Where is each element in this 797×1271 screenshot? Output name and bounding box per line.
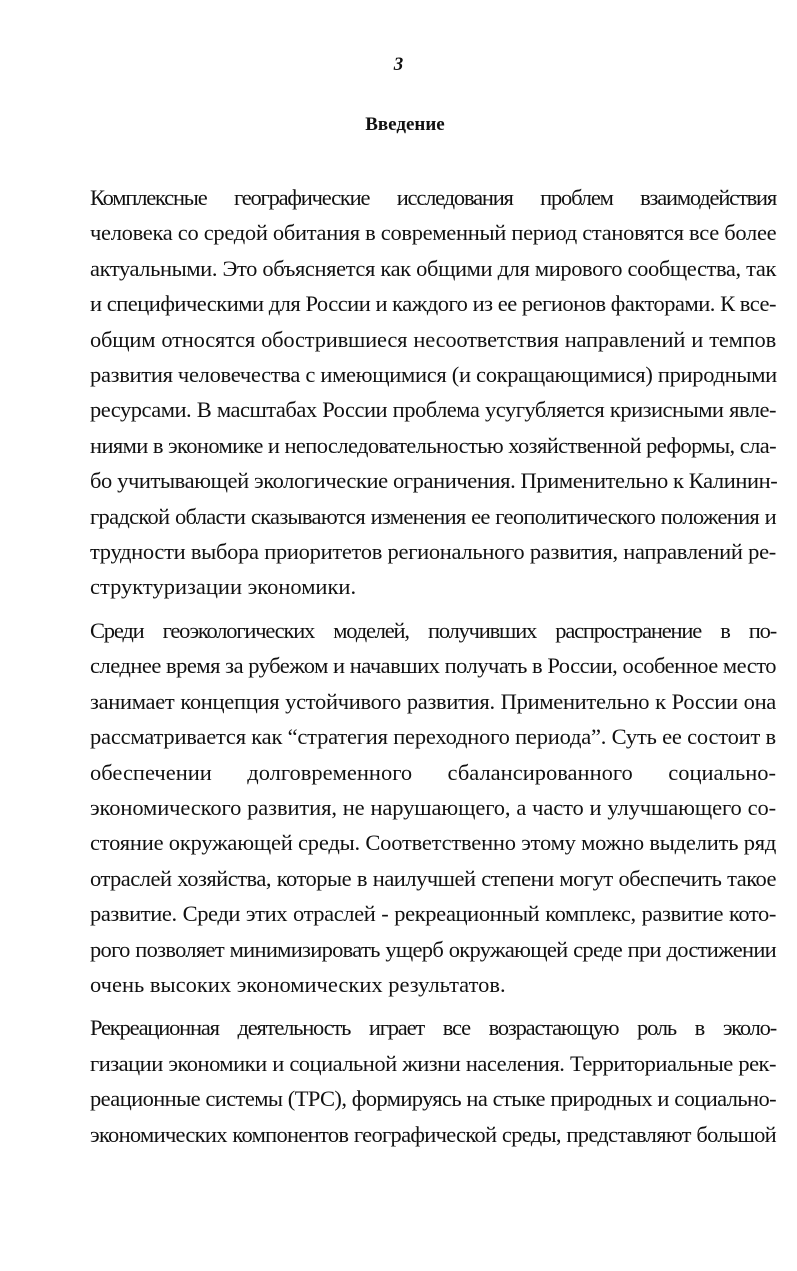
text-line: рассматривается как “стратегия переходного периода”. Суть ее состоит в	[90, 724, 776, 750]
text-line: человека со средой обитания в современный период становятся все более	[90, 220, 777, 246]
text-line: бо учитывающей экологические ограничения. Применительно к Калинин-	[90, 468, 778, 494]
text-line: ресурсами. В масштабах России проблема усугубляется кризисными явле-	[90, 397, 776, 423]
text-line: развития человечества с имеющимися (и сокращающимися) природными	[90, 362, 777, 388]
text-line: следнее время за рубежом и начавших получать в России, особенное место	[90, 653, 776, 679]
text-line: общим относятся обострившиеся несоответствия направлений и темпов	[90, 326, 776, 352]
text-line: обеспечении долговременного сбалансированного социально-	[90, 759, 776, 785]
text-line: и специфическими для России и каждого из ее регионов факторами. К все-	[90, 291, 776, 317]
page-title: Введение	[365, 114, 445, 135]
paragraph-1	[36, 180, 776, 605]
text-line: стояние окружающей среды. Соответственно этому можно выделить ряд	[90, 830, 777, 856]
text-line: Среди геоэкологических моделей, получивших распространение в по-	[90, 617, 776, 643]
text-line: Комплексные географические исследования проблем взаимодействия	[90, 185, 776, 210]
text-line: экономических компонентов географической среды, представляют большой	[90, 1121, 776, 1147]
text-line: развитие. Среди этих отраслей - рекреационный комплекс, развитие кото-	[90, 901, 776, 927]
text-line: экономического развития, не нарушающего, а часто и улучшающего со-	[90, 794, 776, 820]
text-line: Рекреационная деятельность играет все возрастающую роль в эколо-	[90, 1015, 776, 1041]
text-line: очень высоких экономических результатов.	[90, 971, 506, 997]
page-number: 3	[393, 54, 404, 75]
text-line: занимает концепция устойчивого развития. Применительно к России она	[90, 688, 776, 714]
text-line: структуризации экономики.	[90, 574, 357, 600]
text-line: реационные системы (ТРС), формируясь на стыке природных и социально-	[90, 1086, 776, 1112]
body-text	[36, 180, 776, 1160]
text-line: отраслей хозяйства, которые в наилучшей степени могут обеспечить такое	[90, 865, 776, 891]
text-line: ниями в экономике и непоследовательностью хозяйственной реформы, сла-	[90, 432, 776, 458]
text-line: градской области сказываются изменения ее геополитического положения и	[90, 503, 776, 529]
text-line: актуальными. Это объясняется как общими для мирового сообщества, так	[90, 255, 776, 281]
text-line: рого позволяет минимизировать ущерб окружающей среде при достижении	[90, 936, 776, 962]
text-line: гизации экономики и социальной жизни населения. Территориальные рек-	[90, 1050, 776, 1076]
text-line: трудности выбора приоритетов регионального развития, направлений ре-	[90, 539, 776, 565]
paragraph-3	[36, 1010, 776, 1152]
paragraph-2	[36, 613, 776, 1002]
